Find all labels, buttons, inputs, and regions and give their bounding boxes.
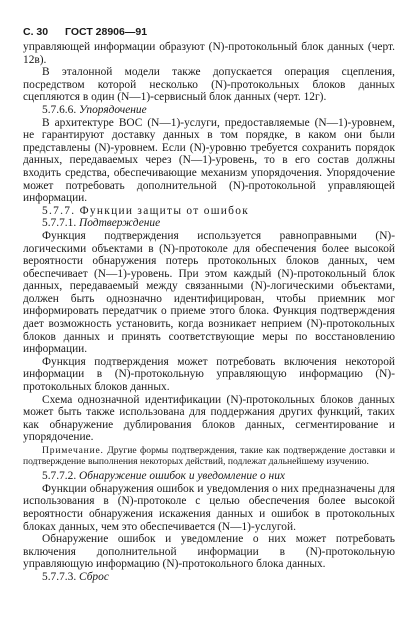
- section-5766-heading: [23, 104, 395, 117]
- section-5766-title: Упорядочение: [79, 103, 147, 116]
- paragraph-6: Схема однозначной идентификации (N)-протокольных блоков данных может быть также использована для поддержания других функций, таких как обнаружение дублирования блоков данных, сегментирование и упорядочение.: [23, 393, 395, 444]
- section-5772-heading: [23, 470, 395, 483]
- section-577-title: 5.7.7. Функции защиты от ошибок: [42, 204, 250, 217]
- note-text: Другие формы подтверждения, такие как подтверждение доставки и подтверждение выполнения некоторых действий, подлежат дальнейшему изучению.: [23, 445, 395, 467]
- section-5772-number: 5.7.7.2.: [42, 470, 77, 483]
- section-5772-title: Обнаружение ошибок и уведомление о них: [79, 470, 285, 483]
- paragraph-7: Функции обнаружения ошибок и уведомления о них предназначены для использования в (N)-протоколе с целью обеспечения более высокой вероятности обнаружения искажения данных и ошибок в протокольных блоках данных, чем это обеспечивается (N—1)-услугой.: [23, 482, 395, 533]
- standard-code: ГОСТ 28906—91: [65, 26, 148, 38]
- paragraph-2: В эталонной модели также допускается операция сцепления, посредством которой несколько (N)-протокольных блоков данных сцепляются в один (N—1)-сервисный блок данных (черт. 12г).: [23, 66, 395, 104]
- section-5773-heading: [23, 571, 395, 584]
- section-5771-heading: [23, 217, 395, 230]
- note-label: Примечание.: [42, 445, 104, 456]
- paragraph-3: В архитектуре ВОС (N—1)-услуги, предоставляемые (N—1)-уровнем, не гарантируют доставку данных в том порядке, в каком они были представлены (N)-уровнем. Если (N)-уровню требуется сохранить порядок данных, передаваемых через (N—1)-уровень, то в его состав должны входить средства, обеспечивающие механизм упорядочения. Упорядочение может потребовать дополнительной (N)-протокольной управляющей информации.: [23, 116, 395, 205]
- note: [23, 446, 395, 467]
- paragraph-4: Функция подтверждения используется равноправными (N)-логическими объектами в (N)-протоколе для обеспечения более высокой вероятности обнаружения потерь протокольных блоков данных, чем обеспечивает (N—1)-уровень. При этом каждый (N)-протокольный блок данных, передаваемый между связанными (N)-логическими объектами, должен быть однозначно идентифицирован, чтобы приемник мог информировать передатчик о приеме этого блока. Функция подтверждения дает возможность установить, когда возникает неприем (N)-протокольных блоков данных и принять соответствующие меры по восстановлению информации.: [23, 229, 395, 356]
- page-number: С. 30: [23, 26, 49, 38]
- paragraph-8: Обнаружение ошибок и уведомление о них может потребовать включения дополнительной информации в (N)-протокольную управляющую информацию (N)-протокольного блока данных.: [23, 533, 395, 571]
- section-5766-number: 5.7.6.6.: [42, 103, 77, 116]
- section-5773-number: 5.7.7.3.: [42, 570, 77, 583]
- section-577-heading: [23, 205, 395, 218]
- section-5773-title: Сброс: [79, 570, 109, 583]
- page-header: [23, 26, 395, 38]
- section-5771-number: 5.7.7.1.: [42, 217, 77, 230]
- paragraph-1: управляющей информации образуют (N)-протокольный блок данных (черт. 12в).: [23, 41, 395, 66]
- section-5771-title: Подтверждение: [79, 217, 161, 230]
- paragraph-5: Функция подтверждения может потребовать включения некоторой информации в (N)-протокольную управляющую информацию (N)-протокольных блоков данных.: [23, 355, 395, 394]
